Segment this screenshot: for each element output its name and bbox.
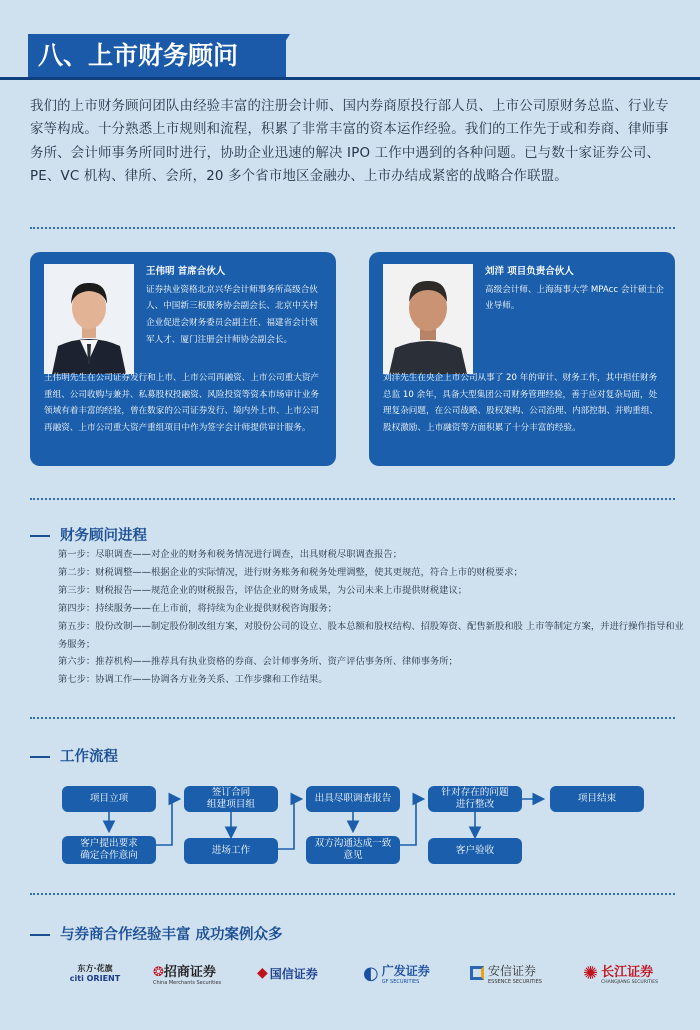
- arrow-up-2: [278, 799, 300, 849]
- workflow-label: 签订合同 组建项目组: [207, 787, 255, 810]
- process-step: 第四步：持续服务——在上市前，将持续为企业提供财税咨询服务；: [58, 602, 337, 614]
- workflow-label: 进场工作: [211, 845, 251, 856]
- process-step: 第七步：协调工作——协调各方业务关系、工作步骤和工作结果。: [58, 674, 328, 686]
- process-step: 第一步：尽职调查——对企业的财务和税务情况进行调查，出具财税尽职调查报告；: [58, 549, 402, 560]
- logo-text: 招商证券: [163, 964, 216, 980]
- partner-name: 王伟明 首席合伙人: [146, 266, 226, 277]
- partner-bio: 高级会计师、上海海事大学 MPAcc 会计硕士企业导师。: [485, 284, 664, 312]
- logo-text: 长江证券: [601, 965, 654, 980]
- gf-emblem-icon: ◐: [363, 962, 379, 984]
- logo-subtext: citi ORIENT: [69, 974, 121, 983]
- workflow-box-consensus: [306, 836, 400, 864]
- logo-china-merchants: [153, 955, 243, 991]
- partner-name: 刘洋 项目负责合伙人: [485, 266, 574, 277]
- workflow-box-client-request: [62, 836, 156, 864]
- title-dash: [30, 934, 50, 936]
- logo-changjiang: [583, 955, 683, 991]
- logo-text: 国信证券: [269, 966, 318, 981]
- logo-text: 安信证券: [488, 963, 537, 978]
- logo-subtext: China Merchants Securities: [153, 979, 222, 986]
- logo-subtext: CHANGJIANG SECURITIES: [601, 980, 658, 985]
- workflow-label: 客户提出要求 确定合作意向: [80, 838, 138, 861]
- logo-guosen: [257, 955, 347, 991]
- logo-subtext: GF SECURITIES: [381, 978, 420, 985]
- logo-text: 东方·花旗: [77, 964, 113, 973]
- process-step: 第三步：财税报告——规范企业的财税报告，评估企业的财务成果，为公司未来上市提供财税建议；: [58, 584, 468, 596]
- broker-logos: [55, 955, 685, 991]
- workflow-box-acceptance: [428, 838, 522, 864]
- workflow-box-sign-contract: [184, 786, 278, 812]
- workflow-label: 项目结束: [577, 793, 617, 804]
- brokers-title-text: 与券商合作经验丰富 成功案例众多: [60, 927, 283, 943]
- logo-citi-orient: [55, 955, 135, 991]
- logo-essence: [470, 955, 565, 991]
- process-title-text: 财务顾问进程: [60, 528, 147, 544]
- workflow-box-due-diligence: [306, 786, 400, 812]
- partner-description: 王伟明先生在公司证券发行和上市、上市公司再融资、上市公司重大资产重组、公司收购与兼并、私募股权投融资、风险投资等资本市场审计业务领域有着丰富的经验，曾在数家的公司证券发行、境内外上市、上市公司再融资、上市公司重大资产重组项目中作为签字会计师提供审计服务。: [44, 373, 320, 434]
- process-step: 第二步：财税调整——根据企业的实际情况，进行财务账务和税务处理调整，使其更规范，符合上市的财税要求；: [58, 566, 523, 578]
- logo-text: 广发证券: [381, 963, 430, 978]
- partner-description: 刘洋先生在央企上市公司从事了 20 年的审计、财务工作，其中担任财务总监 10 余年，具备大型集团公司财务管理经验，善于应对复杂局面，处理复杂问题，在公司战略、股权架构、公司治理、内部控制、并购重组、股权激励、上市融资等方面积累了十分丰富的经验。: [383, 373, 659, 434]
- workflow-label: 针对存在的问题 进行整改: [441, 787, 509, 810]
- changjiang-emblem-icon: ✺: [583, 962, 599, 984]
- workflow-box-on-site: [184, 838, 278, 864]
- workflow-box-project-initiation: [62, 786, 156, 812]
- workflow-title-text: 工作流程: [60, 749, 118, 765]
- workflow-label: 双方沟通达成一致 意见: [314, 838, 392, 861]
- workflow-box-project-end: [550, 786, 644, 812]
- logo-subtext: ESSENCE SECURITIES: [488, 978, 542, 985]
- brokers-section-title: [30, 923, 283, 944]
- workflow-box-rectification: [428, 786, 522, 812]
- essence-emblem-icon: [470, 966, 484, 980]
- workflow-label: 出具尽职调查报告: [314, 793, 392, 804]
- arrow-up-1: [156, 799, 178, 845]
- guosen-emblem-icon: ◆: [257, 965, 268, 981]
- process-step: 第五步：股份改制——制定股份制改组方案，对股份公司的设立、股本总额和股权结构、招股筹资、配售新股和股 上市等制定方案，并进行操作指导和业务服务；: [58, 620, 684, 650]
- page-title: 八、上市财务顾问: [28, 34, 286, 78]
- workflow-label: 客户验收: [455, 845, 495, 856]
- intro-paragraph: 我们的上市财务顾问团队由经验丰富的注册会计师、国内券商原投行部人员、上市公司原财务总监、行业专家等构成。十分熟悉上市规则和流程，积累了非常丰富的资本运作经验。我们的工作先于或和券商、律师事务所、会计师事务所同时进行，协助企业迅速的解决 IPO 工作中遇到的各种问题。已与数十家证券公司、PE、VC 机构、律所、会所，20 多个省市地区金融办、上市办结成紧密的战略合作联盟。: [30, 99, 669, 184]
- workflow-label: 项目立项: [89, 793, 129, 804]
- process-step: 第六步：推荐机构——推荐具有执业资格的券商、会计师事务所、资产评估事务所、律师事务所；: [58, 656, 458, 668]
- cm-emblem-icon: ❂: [153, 964, 164, 980]
- partner-bio: 证券执业资格北京兴华会计师事务所高级合伙人、中国新三板服务协会副会长、北京中关村企业促进会财务委员会副主任、福建省会计领军人才、厦门注册会计师协会副会长。: [146, 284, 318, 345]
- arrow-up-3: [400, 799, 422, 845]
- dotted-divider: [30, 893, 675, 895]
- logo-gf: [363, 955, 453, 991]
